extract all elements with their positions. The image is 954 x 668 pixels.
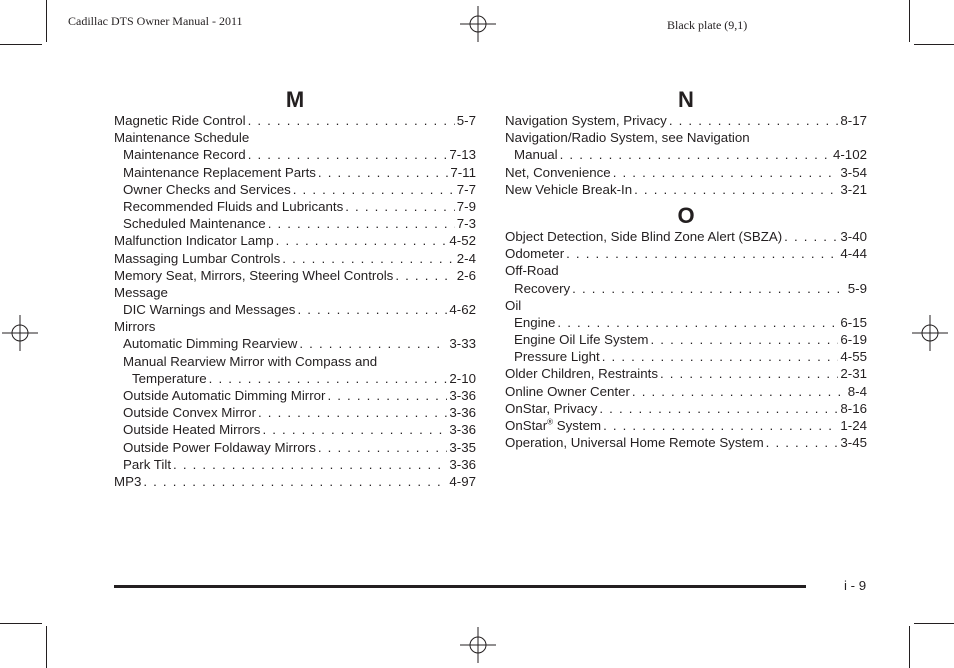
index-entry <box>505 228 867 245</box>
entry-label <box>505 434 764 451</box>
entry-label <box>514 280 570 297</box>
entry-label <box>123 215 266 232</box>
crop-mark <box>909 0 910 42</box>
page-reference: 4-102 <box>832 147 867 163</box>
index-entry <box>114 456 476 473</box>
entry-text: MP3 <box>114 473 142 489</box>
entry-label <box>505 400 597 417</box>
index-entry <box>505 314 867 331</box>
entry-text: Park Tilt <box>123 456 172 472</box>
index-entry <box>505 400 867 417</box>
entry-label <box>505 245 564 262</box>
entry-label <box>505 365 658 382</box>
index-entry <box>505 129 867 146</box>
dot-leader <box>282 250 454 267</box>
index-column-right <box>505 86 867 451</box>
page-reference: 2-6 <box>456 267 476 283</box>
section-letter: O <box>677 202 695 228</box>
dot-leader <box>173 456 447 473</box>
page-reference: 3-36 <box>449 456 476 472</box>
dot-leader <box>248 112 455 129</box>
entry-text: Off-Road <box>505 263 559 279</box>
page-reference: 6-19 <box>840 332 867 348</box>
page-reference: 7-9 <box>456 198 476 214</box>
entry-text: Outside Automatic Dimming Mirror <box>123 388 326 403</box>
entry-label <box>114 318 155 335</box>
entry-label <box>514 146 558 163</box>
entry-text: Maintenance Record <box>123 147 246 163</box>
dot-leader <box>613 164 839 181</box>
entry-text: Recommended Fluids and Lubricants <box>123 198 344 214</box>
index-entry <box>505 164 867 181</box>
index-entry <box>114 129 476 146</box>
entry-label <box>123 456 171 473</box>
entry-text: Manual <box>514 147 558 163</box>
entry-text: Odometer <box>505 246 565 262</box>
dot-leader <box>634 181 838 198</box>
crop-mark <box>0 623 42 624</box>
entry-text: Object Detection, Side Blind Zone Alert (SBZA) <box>505 228 783 244</box>
page-reference: 3-35 <box>449 439 476 455</box>
crop-mark <box>914 623 954 624</box>
index-entry <box>505 280 867 297</box>
entry-label <box>132 370 207 387</box>
entry-label <box>114 112 246 129</box>
entry-label <box>123 353 377 370</box>
page-reference: 3-36 <box>449 388 476 403</box>
dot-leader <box>297 301 447 318</box>
entry-text: Memory Seat, Mirrors, Steering Wheel Controls <box>114 267 394 283</box>
entry-label <box>514 331 649 348</box>
entry-text: Older Children, Restraints <box>505 366 658 382</box>
dot-leader <box>669 112 839 129</box>
entry-label <box>505 112 667 129</box>
dot-leader <box>572 280 846 297</box>
entry-label <box>514 314 555 331</box>
page-reference: 3-54 <box>840 164 867 180</box>
entry-text: Owner Checks and Services <box>123 181 291 197</box>
entry-label <box>505 181 632 198</box>
entry-text: Automatic Dimming Rearview <box>123 336 298 352</box>
dot-leader <box>651 331 839 348</box>
entry-text: New Vehicle Break-In <box>505 181 633 197</box>
dot-leader <box>299 335 447 352</box>
page-reference: 4-97 <box>449 473 476 489</box>
page-reference: 7-3 <box>456 216 476 232</box>
entry-text: Operation, Universal Home Remote System <box>505 435 764 451</box>
page-number: i - 9 <box>844 578 867 593</box>
page-reference: 4-52 <box>449 233 476 249</box>
entry-label <box>114 267 393 284</box>
index-column-left <box>114 86 476 490</box>
crop-mark <box>46 0 47 42</box>
index-entry <box>505 434 867 451</box>
index-entry <box>114 232 476 249</box>
entry-text: Mirrors <box>114 319 156 335</box>
registration-mark-icon <box>460 6 496 42</box>
dot-leader <box>327 387 447 404</box>
page-reference: 1-24 <box>840 418 867 433</box>
index-entry <box>505 245 867 262</box>
index-entry <box>114 335 476 352</box>
dot-leader <box>258 404 447 421</box>
entry-label <box>505 129 750 146</box>
index-entry <box>114 284 476 301</box>
entry-text-suffix: System <box>553 418 602 433</box>
dot-leader <box>143 473 447 490</box>
index-section <box>114 86 476 490</box>
index-entry <box>505 146 867 163</box>
crop-mark <box>914 44 954 45</box>
entry-text: Engine Oil Life System <box>514 332 649 348</box>
dot-leader <box>268 215 455 232</box>
entry-text: Maintenance Schedule <box>114 130 250 146</box>
index-entry <box>505 181 867 198</box>
entry-label <box>123 198 343 215</box>
index-entry <box>505 331 867 348</box>
index-entry <box>114 439 476 456</box>
entry-label <box>123 387 325 404</box>
registration-mark-icon <box>460 627 496 663</box>
entry-text: Magnetic Ride Control <box>114 113 246 128</box>
entry-text: Scheduled Maintenance <box>123 216 266 232</box>
entry-text: Pressure Light <box>514 349 600 365</box>
index-entry <box>114 112 476 129</box>
dot-leader <box>395 267 454 284</box>
entry-text: Oil <box>505 297 522 313</box>
dot-leader <box>603 417 838 434</box>
index-entry <box>114 267 476 284</box>
page-reference: 5-9 <box>847 280 867 296</box>
entry-label <box>114 129 249 146</box>
page-reference: 4-44 <box>840 246 867 262</box>
index-entry <box>505 348 867 365</box>
entry-label <box>505 228 782 245</box>
entry-label <box>505 383 630 400</box>
dot-leader <box>557 314 838 331</box>
entry-label <box>123 164 316 181</box>
section-letter: N <box>678 87 694 112</box>
page-reference: 6-15 <box>840 314 867 330</box>
entry-label <box>505 262 559 279</box>
index-entry <box>505 365 867 382</box>
entry-text: Temperature <box>132 370 207 386</box>
index-entry <box>505 417 867 434</box>
entry-text: Maintenance Replacement Parts <box>123 164 316 180</box>
index-entry <box>114 353 476 370</box>
entry-label <box>123 404 256 421</box>
index-entry <box>114 198 476 215</box>
registration-mark-icon <box>2 315 38 351</box>
index-entry <box>114 146 476 163</box>
dot-leader <box>660 365 838 382</box>
entry-label <box>514 348 600 365</box>
section-letter: M <box>285 87 305 112</box>
entry-text: Outside Heated Mirrors <box>123 422 261 438</box>
entry-text: Message <box>114 284 168 300</box>
registration-mark-icon <box>912 315 948 351</box>
index-entry <box>114 473 476 490</box>
entry-text: Outside Convex Mirror <box>123 405 257 421</box>
page-reference: 4-62 <box>449 302 476 318</box>
index-entry <box>114 250 476 267</box>
page-reference: 8-17 <box>840 113 867 128</box>
entry-text: Engine <box>514 314 556 330</box>
dot-leader <box>248 146 448 163</box>
index-entry <box>114 387 476 404</box>
entry-text: Online Owner Center <box>505 383 630 399</box>
footer-rule <box>114 585 806 588</box>
entry-text: Navigation/Radio System, see Navigation <box>505 130 750 146</box>
index-entry <box>114 404 476 421</box>
index-entry <box>114 181 476 198</box>
entry-label <box>123 146 246 163</box>
entry-label <box>114 473 141 490</box>
entry-text: OnStar <box>505 418 548 433</box>
registered-mark: ® <box>547 417 554 427</box>
index-section <box>505 202 867 451</box>
dot-leader <box>262 421 447 438</box>
index-entry <box>114 301 476 318</box>
page-reference: 4-55 <box>840 349 867 365</box>
entry-text: Outside Power Foldaway Mirrors <box>123 439 316 455</box>
entry-text: Navigation System, Privacy <box>505 113 667 128</box>
entry-label <box>123 335 297 352</box>
entry-label <box>114 232 274 249</box>
index-entry <box>505 112 867 129</box>
page-reference: 3-40 <box>840 228 867 244</box>
index-entry <box>505 297 867 314</box>
dot-leader <box>602 348 839 365</box>
entry-label <box>505 417 601 434</box>
dot-leader <box>560 146 831 163</box>
page-reference: 8-16 <box>840 400 867 416</box>
dot-leader <box>599 400 838 417</box>
dot-leader <box>318 439 448 456</box>
dot-leader <box>276 232 448 249</box>
page-reference: 7-11 <box>450 164 476 180</box>
document-header-title: Cadillac DTS Owner Manual - 2011 <box>68 14 243 28</box>
entry-label <box>114 284 168 301</box>
entry-label <box>123 181 291 198</box>
page-reference: 7-7 <box>456 181 476 197</box>
page-reference: 2-10 <box>449 370 476 386</box>
dot-leader <box>784 228 838 245</box>
index-entry <box>114 318 476 335</box>
dot-leader <box>766 434 839 451</box>
crop-mark <box>909 626 910 668</box>
page-reference: 2-31 <box>840 366 867 382</box>
entry-label <box>505 164 611 181</box>
crop-mark <box>0 44 42 45</box>
page-reference: 8-4 <box>847 383 867 399</box>
entry-text: Malfunction Indicator Lamp <box>114 233 274 249</box>
dot-leader <box>293 181 455 198</box>
index-entry <box>114 421 476 438</box>
entry-text: Manual Rearview Mirror with Compass and <box>123 353 378 369</box>
index-entry <box>505 383 867 400</box>
entry-label <box>123 301 295 318</box>
page-reference: 3-21 <box>840 181 867 197</box>
dot-leader <box>566 245 838 262</box>
entry-label <box>123 421 260 438</box>
entry-label <box>123 439 316 456</box>
entry-label <box>505 297 521 314</box>
page-reference: 5-7 <box>456 113 476 128</box>
crop-mark <box>46 626 47 668</box>
entry-text: Net, Convenience <box>505 164 611 180</box>
index-entry <box>114 215 476 232</box>
entry-text: Recovery <box>514 280 571 296</box>
page-reference: 3-33 <box>449 336 476 352</box>
entry-text: OnStar, Privacy <box>505 400 598 416</box>
page-reference: 3-36 <box>449 422 476 438</box>
index-entry <box>114 164 476 181</box>
index-entry <box>505 262 867 279</box>
index-section <box>505 86 867 198</box>
plate-label: Black plate (9,1) <box>667 18 748 32</box>
page-reference: 2-4 <box>456 250 476 266</box>
page-reference: 3-36 <box>449 405 476 421</box>
page-reference: 7-13 <box>449 147 476 163</box>
dot-leader <box>632 383 846 400</box>
dot-leader <box>345 198 455 215</box>
entry-text: Massaging Lumbar Controls <box>114 250 281 266</box>
dot-leader <box>209 370 448 387</box>
entry-text: DIC Warnings and Messages <box>123 302 296 318</box>
entry-label <box>114 250 280 267</box>
page-reference: 3-45 <box>840 435 867 451</box>
dot-leader <box>318 164 448 181</box>
index-entry <box>114 370 476 387</box>
